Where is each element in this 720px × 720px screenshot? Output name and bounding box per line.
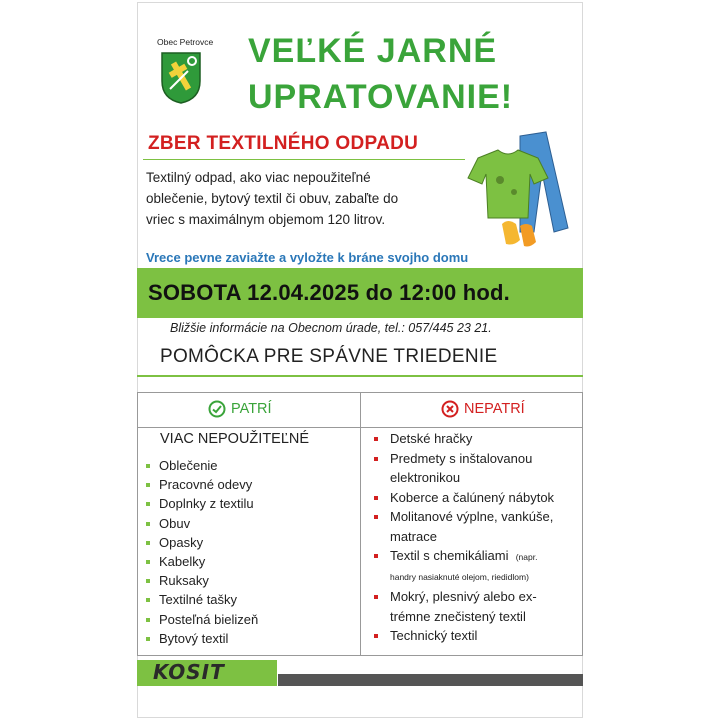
clothes-illustration-icon xyxy=(458,128,586,256)
list-item: Posteľná bielizeň xyxy=(146,610,258,629)
list-item: Doplnky z textilu xyxy=(146,494,258,513)
subtitle-underline xyxy=(143,159,465,160)
x-circle-icon xyxy=(441,400,459,418)
info-text: Bližšie informácie na Obecnom úrade, tel.: 057/445 23 21. xyxy=(170,321,492,335)
not-allowed-list xyxy=(374,429,554,646)
check-circle-icon xyxy=(208,400,226,418)
list-item: Ruksaky xyxy=(146,571,258,590)
list-item-text: Textil s chemikáliami xyxy=(390,548,509,563)
instruction-text: Vrece pevne zaviažte a vyložte k bráne svojho domu xyxy=(146,250,469,265)
body-text: Textilný odpad, ako viac nepoužiteľné oblečenie, bytový textil či obuv, zabaľte do vriec s maximálnym objemom 120 litrov. xyxy=(146,170,399,227)
list-item: Detské hračky xyxy=(374,429,554,449)
list-item-note: (napr. xyxy=(515,552,538,562)
title-line-2: UPRATOVANIE! xyxy=(248,78,514,116)
table-header-line xyxy=(138,427,582,428)
list-item: Kabelky xyxy=(146,552,258,571)
list-item: Predmety s inštalovanou xyxy=(374,449,554,469)
list-item: Molitanové výplne, vankúše, xyxy=(374,507,554,527)
guide-underline xyxy=(137,375,583,377)
allowed-list xyxy=(146,456,258,648)
title-line-1: VEĽKÉ JARNÉ xyxy=(248,32,498,70)
list-item: Mokrý, plesnivý alebo ex- xyxy=(374,587,554,607)
list-item-continuation: trémne znečistený textil xyxy=(390,608,526,624)
kosit-logo: KOSIT xyxy=(153,660,225,684)
list-item: Pracovné odevy xyxy=(146,475,258,494)
allowed-subheading: VIAC NEPOUŽITEĽNÉ xyxy=(160,431,310,447)
list-item: Koberce a čalúnený nábytok xyxy=(374,488,554,508)
list-item-continuation: elektronikou xyxy=(390,470,461,485)
list-item: Oblečenie xyxy=(146,456,258,475)
date-banner: SOBOTA 12.04.2025 do 12:00 hod. xyxy=(148,280,510,305)
list-item: Opasky xyxy=(146,533,258,552)
list-item: Obuv xyxy=(146,514,258,533)
list-item: Textilné tašky xyxy=(146,590,258,609)
list-item: Bytový textil xyxy=(146,629,258,648)
list-item-note-continuation: handry nasiaknuté olejom, riedidlom) xyxy=(390,571,529,582)
allowed-column-header xyxy=(208,400,272,418)
table-divider xyxy=(360,393,361,655)
guide-title: POMÔCKA PRE SPÁVNE TRIEDENIE xyxy=(160,346,498,367)
not-allowed-column-header xyxy=(441,400,525,418)
list-item xyxy=(374,546,554,568)
list-item-continuation: matrace xyxy=(390,528,437,544)
municipality-name: Obec Petrovce xyxy=(157,37,214,47)
footer-gray-bar xyxy=(278,674,583,686)
subtitle: ZBER TEXTILNÉHO ODPADU xyxy=(148,133,419,154)
list-item: Technický textil xyxy=(374,626,554,646)
coat-of-arms-icon xyxy=(160,51,202,105)
not-allowed-label: NEPATRÍ xyxy=(464,401,525,417)
allowed-label: PATRÍ xyxy=(231,401,272,417)
